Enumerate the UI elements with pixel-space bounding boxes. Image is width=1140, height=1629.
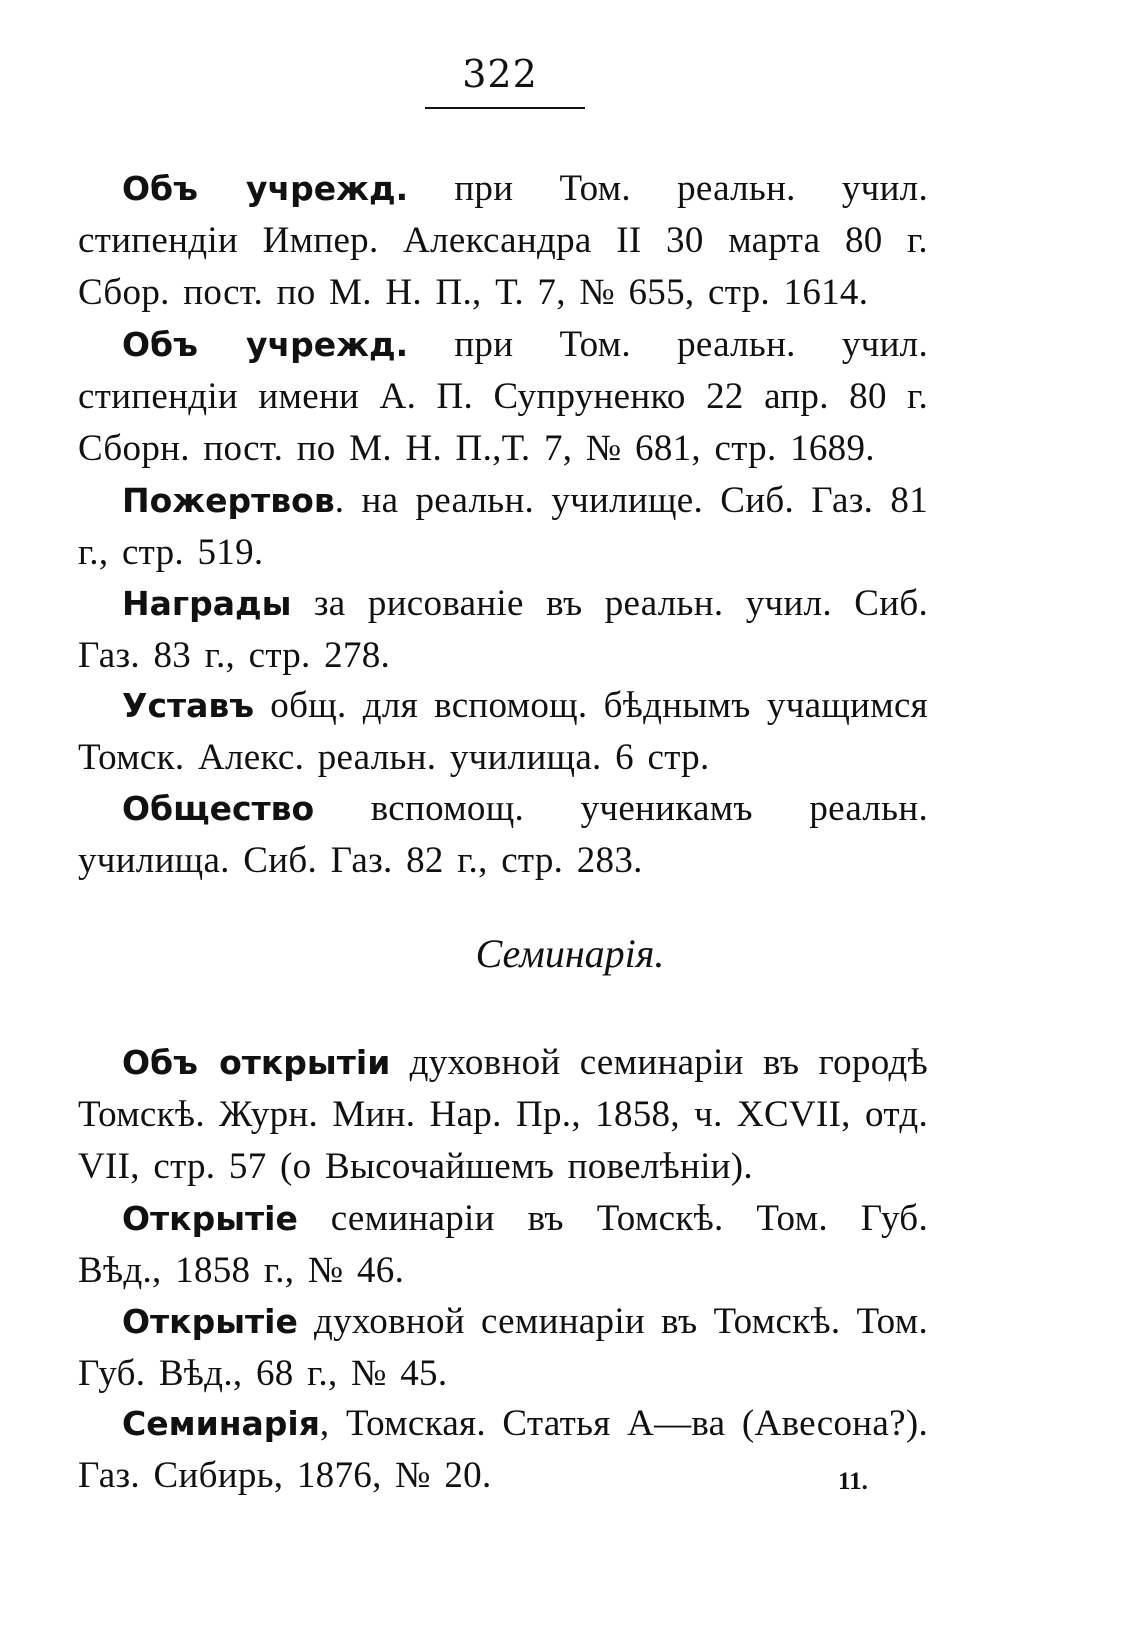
entry-text: духовной семинаріи въ городѣ Томскѣ. Журн. Мин. Нар. Пр., 1858, ч. XCVII, отд. VII, стр. 57 (о Высочайшемъ повелѣніи). (78, 1042, 928, 1187)
entry-text: . на реальн. училище. Сиб. Газ. 81 г., стр. 519. (78, 480, 928, 573)
entry-lead: Уставъ (122, 686, 255, 725)
entry-lead: Награды (122, 584, 292, 623)
entry-text: общ. для вспомощ. бѣднымъ учащимся Томск. Алекс. реальн. училища. 6 стр. (78, 685, 928, 778)
entry-text: за рисованіе въ реальн. учил. Сиб. Газ. 83 г., стр. 278. (78, 583, 928, 676)
entry-lead: Объ открытіи (122, 1043, 391, 1082)
header-rule (425, 107, 585, 109)
bibliography-entry (78, 1398, 928, 1502)
bibliography-entry (78, 1296, 928, 1400)
entry-text: вспомощ. ученикамъ реальн. училища. Сиб. Газ. 82 г., стр. 283. (78, 788, 928, 881)
entry-text: духовной семинаріи въ Томскѣ. Том. Губ. Вѣд., 68 г., № 45. (78, 1301, 928, 1394)
bibliography-entry (78, 783, 928, 887)
printer-signature-mark: 11. (838, 1468, 868, 1495)
page-number: 322 (462, 52, 538, 96)
entry-lead: Открытіе (122, 1302, 298, 1341)
bibliography-entry (78, 475, 928, 579)
entry-lead: Открытіе (122, 1199, 298, 1238)
bibliography-entry (78, 1037, 928, 1193)
entry-lead: Объ учрежд. (122, 325, 409, 364)
entry-text: при Том. реальн. учил. стипендіи Импер. Александра II 30 марта 80 г. Сбор. пост. по М. Н. П., Т. 7, № 655, стр. 1614. (78, 168, 928, 313)
bibliography-entry (78, 319, 928, 475)
section-heading: Семинарія. (475, 931, 665, 976)
entry-lead: Семинарія (122, 1404, 320, 1443)
entry-text: , Томская. Статья А—ва (Авесона?). Газ. Сибирь, 1876, № 20. (78, 1403, 928, 1496)
entry-text: семинаріи въ Томскѣ. Том. Губ. Вѣд., 1858 г., № 46. (78, 1198, 928, 1291)
entry-lead: Общество (122, 789, 315, 828)
bibliography-entry (78, 1193, 928, 1297)
entry-lead: Пожертвов (122, 481, 335, 520)
bibliography-entry (78, 680, 928, 784)
entry-text: при Том. реальн. учил. стипендіи имени А. П. Супруненко 22 апр. 80 г. Сборн. пост. по М. Н. П.,Т. 7, № 681, стр. 1689. (78, 324, 928, 469)
bibliography-entry (78, 578, 928, 682)
bibliography-entry (78, 163, 928, 319)
entry-lead: Объ учрежд. (122, 169, 409, 208)
